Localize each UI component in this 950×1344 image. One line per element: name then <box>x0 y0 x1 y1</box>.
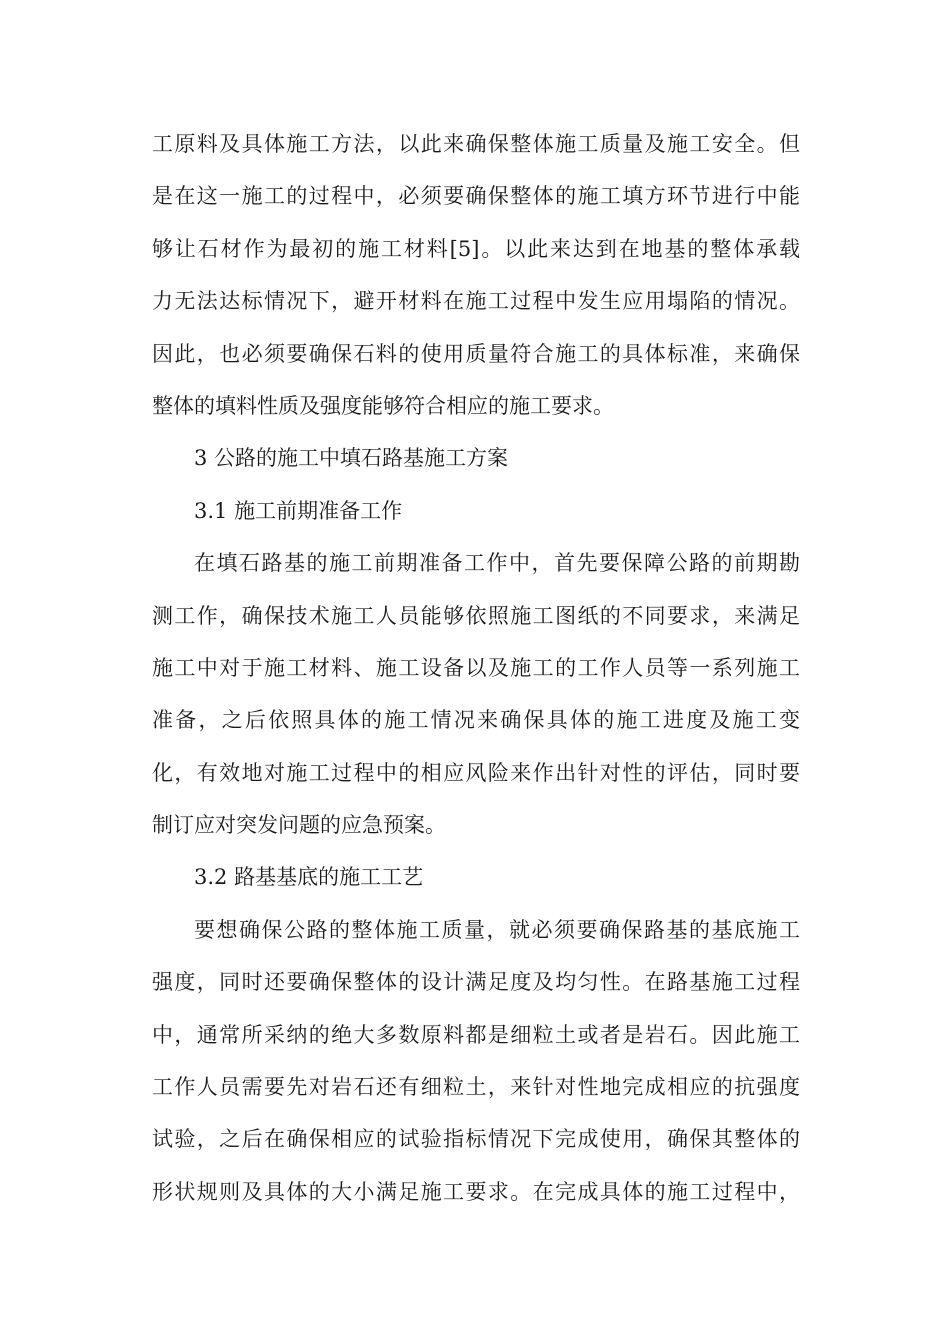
text-line: 测工作，确保技术施工人员能够依照施工图纸的不同要求，来满足 <box>152 603 800 628</box>
text-line: 工作人员需要先对岩石还有细粒土，来针对性地完成相应的抗强度 <box>152 1075 800 1100</box>
text-line: 化，有效地对施工过程中的相应风险来作出针对性的评估，同时要 <box>152 760 800 785</box>
text-line: 形状规则及具体的大小满足施工要求。在完成具体的施工过程中， <box>152 1179 800 1204</box>
text-line: 试验，之后在确保相应的试验指标情况下完成使用，确保其整体的 <box>152 1127 800 1152</box>
text-line: 在填石路基的施工前期准备工作中，首先要保障公路的前期勘 <box>194 551 800 576</box>
text-line: 整体的填料性质及强度能够符合相应的施工要求。 <box>152 393 614 418</box>
text-line: 施工中对于施工材料、施工设备以及施工的工作人员等一系列施工 <box>152 655 800 680</box>
text-line: 准备，之后依照具体的施工情况来确保具体的施工进度及施工变 <box>152 708 800 733</box>
text-line: 中，通常所采纳的绝大多数原料都是细粒土或者是岩石。因此施工 <box>152 1022 800 1047</box>
section-heading-3-1: 3.1 施工前期准备工作 <box>194 498 403 523</box>
text-line: 是在这一施工的过程中，必须要确保整体的施工填方环节进行中能 <box>152 184 800 209</box>
text-line: 够让石材作为最初的施工材料[5]。以此来达到在地基的整体承载 <box>152 236 800 261</box>
text-line: 要想确保公路的整体施工质量，就必须要确保路基的基底施工 <box>194 917 800 942</box>
document-body <box>152 118 800 1218</box>
text-line: 强度，同时还要确保整体的设计满足度及均匀性。在路基施工过程 <box>152 970 800 995</box>
section-heading-3-2: 3.2 路基基底的施工工艺 <box>194 865 424 890</box>
paragraph-3 <box>152 904 800 1218</box>
section-heading-3: 3 公路的施工中填石路基施工方案 <box>194 446 509 471</box>
text-line: 工原料及具体施工方法，以此来确保整体施工质量及施工安全。但 <box>152 132 800 156</box>
paragraph-1 <box>152 118 800 432</box>
text-line: 因此，也必须要确保石料的使用质量符合施工的具体标准，来确保 <box>152 341 800 366</box>
paragraph-2 <box>152 537 800 851</box>
text-line: 力无法达标情况下，避开材料在施工过程中发生应用塌陷的情况。 <box>152 289 800 314</box>
text-line: 制订应对突发问题的应急预案。 <box>152 813 446 838</box>
